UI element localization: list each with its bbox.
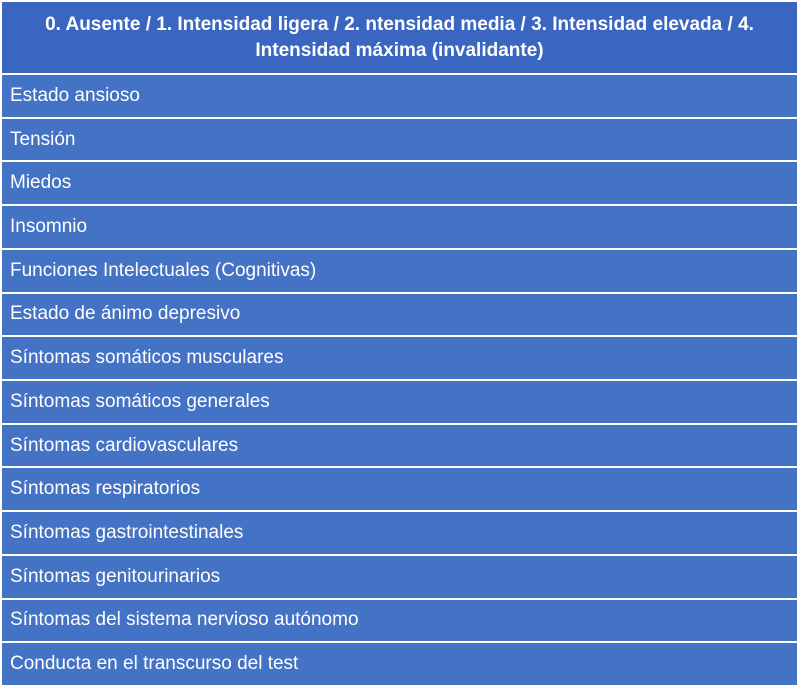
table-row: [2, 337, 797, 379]
symptom-table: [2, 2, 797, 685]
row-label: Estado de ánimo depresivo: [10, 303, 241, 325]
row-label: Conducta en el transcurso del test: [10, 653, 299, 675]
table-row: [2, 206, 797, 248]
row-label: Insomnio: [10, 216, 88, 238]
row-label: Síntomas somáticos generales: [10, 390, 270, 412]
scale-header-label: 0. Ausente / 1. Intensidad ligera / 2. ntensidad media / 3. Intensidad elevada / 4. Intensidad máxima (invalidante): [45, 13, 754, 61]
table-row: [2, 512, 797, 554]
row-label: Miedos: [10, 172, 72, 194]
table-row: [2, 294, 797, 336]
table-row: [2, 643, 797, 685]
table-row: [2, 119, 797, 161]
row-label: Síntomas respiratorios: [10, 478, 201, 500]
row-label: Funciones Intelectuales (Cognitivas): [10, 259, 317, 281]
table-row: [2, 468, 797, 510]
table-row: [2, 381, 797, 423]
table-row: [2, 425, 797, 467]
row-label: Síntomas genitourinarios: [10, 565, 221, 587]
table-row: [2, 162, 797, 204]
row-label: Síntomas cardiovasculares: [10, 434, 239, 456]
table-row: [2, 600, 797, 642]
row-label: Síntomas del sistema nervioso autónomo: [10, 609, 359, 631]
table-row: [2, 250, 797, 292]
row-label: Tensión: [10, 128, 76, 150]
row-label: Síntomas somáticos musculares: [10, 347, 284, 369]
symptom-rows: [2, 75, 797, 685]
row-label: Síntomas gastrointestinales: [10, 522, 244, 544]
table-row: [2, 75, 797, 117]
table-row: [2, 556, 797, 598]
row-label: Estado ansioso: [10, 84, 140, 106]
scale-header: [2, 2, 797, 73]
